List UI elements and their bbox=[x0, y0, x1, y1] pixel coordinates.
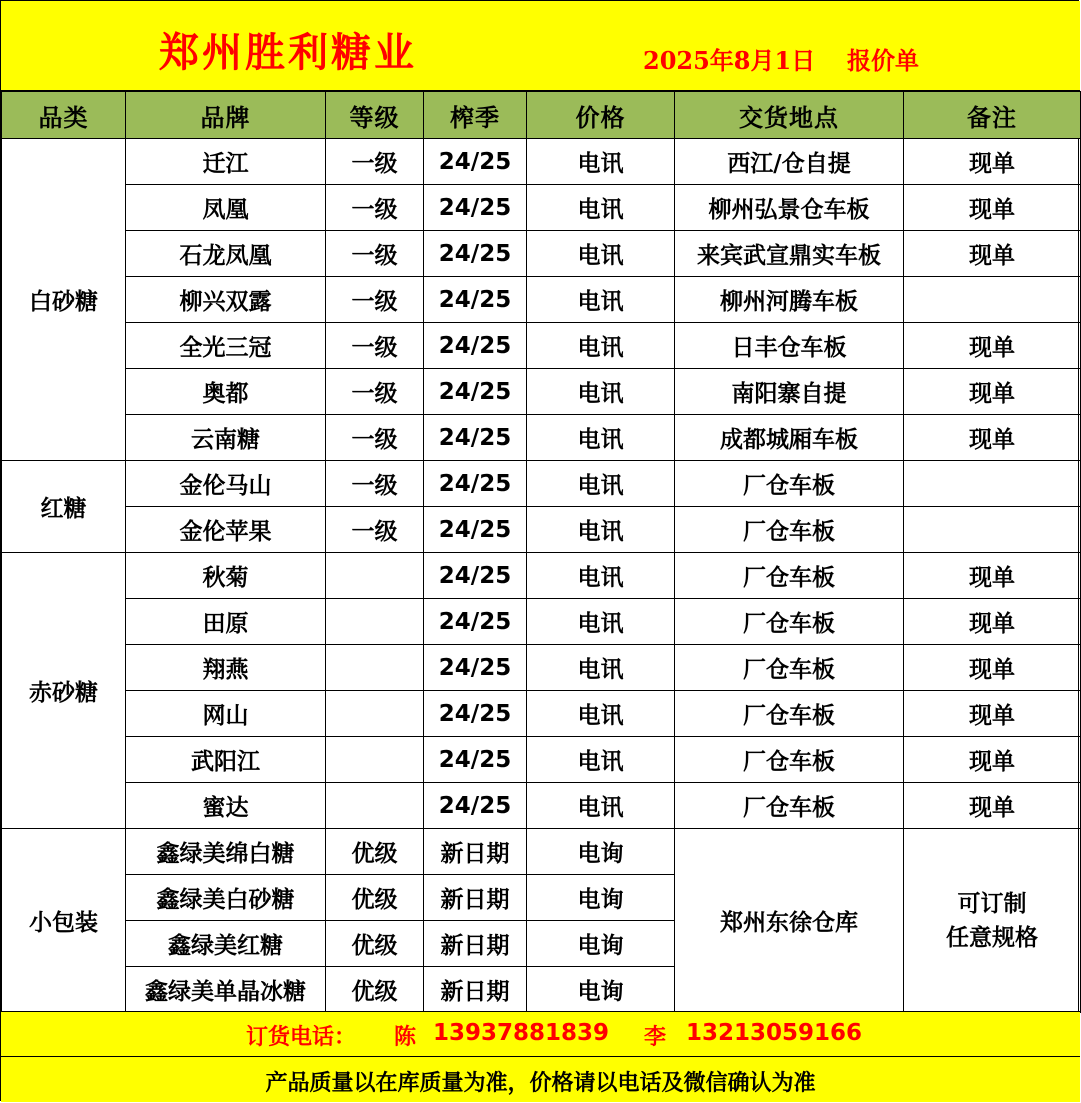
season-cell: 24/25 bbox=[424, 645, 527, 691]
grade-cell: 一级 bbox=[326, 461, 424, 507]
location-cell: 西江/仓自提 bbox=[675, 139, 904, 185]
table-row bbox=[2, 415, 1081, 461]
brand-cell: 鑫绿美单晶冰糖 bbox=[126, 967, 326, 1013]
remark-cell: 现单 bbox=[904, 139, 1081, 185]
price-cell: 电讯 bbox=[527, 553, 675, 599]
season-cell: 24/25 bbox=[424, 783, 527, 829]
brand-cell: 迁江 bbox=[126, 139, 326, 185]
price-cell: 电询 bbox=[527, 875, 675, 921]
grade-cell: 一级 bbox=[326, 415, 424, 461]
contact-phone: 13937881839 bbox=[433, 1020, 610, 1046]
price-cell: 电讯 bbox=[527, 645, 675, 691]
document-type: 报价单 bbox=[847, 46, 919, 75]
brand-cell: 翔燕 bbox=[126, 645, 326, 691]
location-cell: 厂仓车板 bbox=[675, 645, 904, 691]
price-cell: 电讯 bbox=[527, 415, 675, 461]
brand-cell: 奥都 bbox=[126, 369, 326, 415]
price-cell: 电讯 bbox=[527, 369, 675, 415]
remark-cell bbox=[904, 507, 1081, 553]
price-cell: 电询 bbox=[527, 967, 675, 1013]
season-cell: 24/25 bbox=[424, 737, 527, 783]
grade-cell: 一级 bbox=[326, 139, 424, 185]
season-cell: 24/25 bbox=[424, 139, 527, 185]
brand-cell: 凤凰 bbox=[126, 185, 326, 231]
grade-cell bbox=[326, 645, 424, 691]
grade-cell: 一级 bbox=[326, 323, 424, 369]
table-row bbox=[2, 691, 1081, 737]
price-cell: 电讯 bbox=[527, 507, 675, 553]
remark-cell: 现单 bbox=[904, 553, 1081, 599]
grade-cell: 一级 bbox=[326, 507, 424, 553]
grade-cell bbox=[326, 599, 424, 645]
price-cell: 电讯 bbox=[527, 277, 675, 323]
column-header-location: 交货地点 bbox=[675, 92, 904, 139]
brand-cell: 秋菊 bbox=[126, 553, 326, 599]
brand-cell: 全光三冠 bbox=[126, 323, 326, 369]
category-cell: 赤砂糖 bbox=[2, 553, 126, 829]
remark-cell: 现单 bbox=[904, 323, 1081, 369]
table-row bbox=[2, 599, 1081, 645]
remark-cell: 现单 bbox=[904, 599, 1081, 645]
table-row bbox=[2, 829, 1081, 875]
order-phone-bar bbox=[1, 1011, 1080, 1057]
price-cell: 电讯 bbox=[527, 599, 675, 645]
season-cell: 新日期 bbox=[424, 875, 527, 921]
season-cell: 24/25 bbox=[424, 369, 527, 415]
disclaimer-text: 产品质量以在库质量为准，价格请以电话及微信确认为准 bbox=[265, 1070, 816, 1096]
column-header-grade: 等级 bbox=[326, 92, 424, 139]
price-table bbox=[1, 91, 1081, 1013]
price-cell: 电询 bbox=[527, 921, 675, 967]
brand-cell: 金伦苹果 bbox=[126, 507, 326, 553]
column-header-remark: 备注 bbox=[904, 92, 1081, 139]
grade-cell: 优级 bbox=[326, 829, 424, 875]
table-row bbox=[2, 185, 1081, 231]
contact-name: 陈 bbox=[394, 1024, 417, 1050]
category-cell: 红糖 bbox=[2, 461, 126, 553]
season-cell: 24/25 bbox=[424, 277, 527, 323]
contact-phone: 13213059166 bbox=[686, 1020, 863, 1046]
season-cell: 24/25 bbox=[424, 553, 527, 599]
column-header-price: 价格 bbox=[527, 92, 675, 139]
remark-line: 任意规格 bbox=[946, 923, 1038, 951]
remark-cell: 现单 bbox=[904, 783, 1081, 829]
brand-cell: 鑫绿美红糖 bbox=[126, 921, 326, 967]
price-cell: 电讯 bbox=[527, 783, 675, 829]
location-cell: 厂仓车板 bbox=[675, 461, 904, 507]
grade-cell bbox=[326, 553, 424, 599]
remark-cell: 现单 bbox=[904, 369, 1081, 415]
brand-cell: 金伦马山 bbox=[126, 461, 326, 507]
price-cell: 电讯 bbox=[527, 185, 675, 231]
location-cell: 厂仓车板 bbox=[675, 599, 904, 645]
remark-cell: 现单 bbox=[904, 231, 1081, 277]
location-cell: 成都城厢车板 bbox=[675, 415, 904, 461]
season-cell: 新日期 bbox=[424, 921, 527, 967]
season-cell: 24/25 bbox=[424, 507, 527, 553]
column-header-season: 榨季 bbox=[424, 92, 527, 139]
remark-cell bbox=[904, 461, 1081, 507]
grade-cell: 优级 bbox=[326, 921, 424, 967]
table-row bbox=[2, 461, 1081, 507]
table-row bbox=[2, 737, 1081, 783]
remark-line: 可订制 bbox=[957, 889, 1027, 917]
location-cell: 南阳寨自提 bbox=[675, 369, 904, 415]
remark-cell: 现单 bbox=[904, 737, 1081, 783]
column-header-category: 品类 bbox=[2, 92, 126, 139]
location-cell: 来宾武宣鼎实车板 bbox=[675, 231, 904, 277]
brand-cell: 石龙凤凰 bbox=[126, 231, 326, 277]
grade-cell bbox=[326, 691, 424, 737]
remark-cell: 现单 bbox=[904, 185, 1081, 231]
price-cell: 电询 bbox=[527, 829, 675, 875]
table-row bbox=[2, 231, 1081, 277]
season-cell: 24/25 bbox=[424, 691, 527, 737]
price-cell: 电讯 bbox=[527, 323, 675, 369]
table-row bbox=[2, 553, 1081, 599]
price-cell: 电讯 bbox=[527, 231, 675, 277]
location-cell: 厂仓车板 bbox=[675, 783, 904, 829]
grade-cell: 一级 bbox=[326, 185, 424, 231]
grade-cell: 优级 bbox=[326, 875, 424, 921]
brand-cell: 鑫绿美绵白糖 bbox=[126, 829, 326, 875]
location-cell: 厂仓车板 bbox=[675, 737, 904, 783]
remark-cell: 现单 bbox=[904, 691, 1081, 737]
grade-cell: 一级 bbox=[326, 231, 424, 277]
remark-cell bbox=[904, 277, 1081, 323]
season-cell: 24/25 bbox=[424, 599, 527, 645]
grade-cell bbox=[326, 737, 424, 783]
price-cell: 电讯 bbox=[527, 737, 675, 783]
season-cell: 24/25 bbox=[424, 415, 527, 461]
title-banner bbox=[1, 1, 1080, 91]
disclaimer-bar bbox=[1, 1057, 1080, 1102]
season-cell: 新日期 bbox=[424, 967, 527, 1013]
table-row bbox=[2, 277, 1081, 323]
column-header-row bbox=[2, 92, 1081, 139]
location-cell: 郑州东徐仓库 bbox=[675, 829, 904, 1013]
season-cell: 新日期 bbox=[424, 829, 527, 875]
location-cell: 柳州弘景仓车板 bbox=[675, 185, 904, 231]
quote-date: 2025年8月1日 bbox=[643, 46, 816, 75]
remark-cell: 现单 bbox=[904, 645, 1081, 691]
category-cell: 白砂糖 bbox=[2, 139, 126, 461]
season-cell: 24/25 bbox=[424, 231, 527, 277]
table-row bbox=[2, 369, 1081, 415]
remark-cell: 现单 bbox=[904, 415, 1081, 461]
season-cell: 24/25 bbox=[424, 323, 527, 369]
location-cell: 厂仓车板 bbox=[675, 553, 904, 599]
brand-cell: 柳兴双露 bbox=[126, 277, 326, 323]
price-cell: 电讯 bbox=[527, 691, 675, 737]
order-phone-label: 订货电话： bbox=[246, 1024, 357, 1050]
brand-cell: 田原 bbox=[126, 599, 326, 645]
season-cell: 24/25 bbox=[424, 185, 527, 231]
company-name: 郑州胜利糖业 bbox=[159, 29, 417, 76]
location-cell: 厂仓车板 bbox=[675, 691, 904, 737]
table-row bbox=[2, 645, 1081, 691]
brand-cell: 蜜达 bbox=[126, 783, 326, 829]
table-row bbox=[2, 139, 1081, 185]
grade-cell: 一级 bbox=[326, 369, 424, 415]
price-cell: 电讯 bbox=[527, 139, 675, 185]
table-row bbox=[2, 507, 1081, 553]
brand-cell: 鑫绿美白砂糖 bbox=[126, 875, 326, 921]
price-cell: 电讯 bbox=[527, 461, 675, 507]
remark-cell bbox=[904, 829, 1081, 1013]
grade-cell: 优级 bbox=[326, 967, 424, 1013]
location-cell: 柳州河腾车板 bbox=[675, 277, 904, 323]
column-header-brand: 品牌 bbox=[126, 92, 326, 139]
location-cell: 日丰仓车板 bbox=[675, 323, 904, 369]
grade-cell: 一级 bbox=[326, 277, 424, 323]
brand-cell: 网山 bbox=[126, 691, 326, 737]
grade-cell bbox=[326, 783, 424, 829]
season-cell: 24/25 bbox=[424, 461, 527, 507]
category-cell: 小包装 bbox=[2, 829, 126, 1013]
location-cell: 厂仓车板 bbox=[675, 507, 904, 553]
brand-cell: 武阳江 bbox=[126, 737, 326, 783]
contact-name: 李 bbox=[644, 1024, 667, 1050]
table-row bbox=[2, 783, 1081, 829]
table-row bbox=[2, 323, 1081, 369]
brand-cell: 云南糖 bbox=[126, 415, 326, 461]
